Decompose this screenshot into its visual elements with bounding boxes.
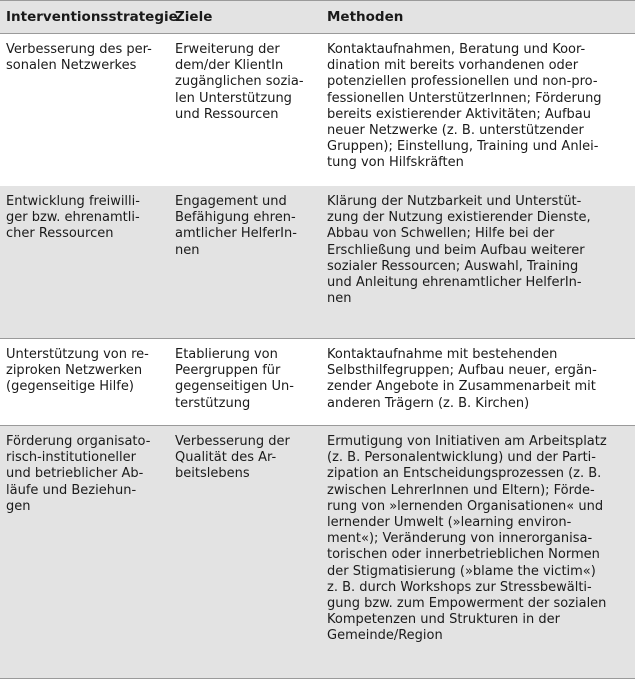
- cell-strategie: Unterstützung von re- ziproken Netzwerken (gegenseitige Hilfe): [6, 347, 149, 395]
- table-row: [0, 186, 635, 339]
- header-ziele: Ziele: [175, 9, 213, 25]
- cell-ziele: Verbesserung der Qualität des Ar- beitslebens: [175, 434, 290, 482]
- cell-ziele: Engagement und Befähigung ehren- amtlicher HelferIn- nen: [175, 194, 297, 258]
- table-row: [0, 34, 635, 186]
- cell-methoden: Kontaktaufnahmen, Beratung und Koor- dination mit bereits vorhandenen oder potenziellen professionellen und non-pro- fessionellen UnterstützerInnen; Förderung bereits existierender Aktivitäten; Aufbau neuer Netzwerke (z. B. unterstützender Gruppen); Einstellung, Training und Anlei- tung von Hilfskräften: [327, 42, 602, 171]
- cell-ziele: Erweiterung der dem/der KlientIn zugänglichen sozia- len Unterstützung und Ressourcen: [175, 42, 304, 122]
- cell-strategie: Verbesserung des per- sonalen Netzwerkes: [6, 42, 152, 74]
- cell-methoden: Kontaktaufnahme mit bestehenden Selbsthilfegruppen; Aufbau neuer, ergän- zender Angebote in Zusammenarbeit mit anderen Trägern (z. B. Kirchen): [327, 347, 597, 411]
- header-strategie: Interventionsstrategie: [6, 9, 178, 25]
- cell-methoden: Klärung der Nutzbarkeit und Unterstüt- zung der Nutzung existierender Dienste, Abbau von Schwellen; Hilfe bei der Erschließung und beim Aufbau weiterer sozialer Ressourcen; Auswahl, Training und Anleitung ehrenamtlicher HelferIn- nen: [327, 194, 591, 307]
- table-row: [0, 426, 635, 679]
- cell-methoden: Ermutigung von Initiativen am Arbeitsplatz (z. B. Personalentwicklung) und der Parti- zipation an Entscheidungsprozessen (z. B. zwischen LehrerInnen und Eltern); Förde- rung von »lernenden Organisationen« und lernender Umwelt (»learning environ- ment«); Veränderung von innerorganisa- torischen oder innerbetrieblichen Normen der Stigmatisierung (»blame the victim«) z. B. durch Workshops zur Stressbewälti- gung bzw. zum Empowerment der sozialen Kompetenzen und Strukturen in der Gemeinde/Region: [327, 434, 607, 644]
- header-methoden: Methoden: [327, 9, 404, 25]
- cell-strategie: Entwicklung freiwilli- ger bzw. ehrenamtli- cher Ressourcen: [6, 194, 140, 242]
- cell-strategie: Förderung organisato- risch-institutioneller und betrieblicher Ab- läufe und Beziehun- gen: [6, 434, 151, 514]
- table-row: [0, 339, 635, 426]
- table-header: [0, 0, 635, 34]
- cell-ziele: Etablierung von Peergruppen für gegenseitigen Un- terstützung: [175, 347, 294, 411]
